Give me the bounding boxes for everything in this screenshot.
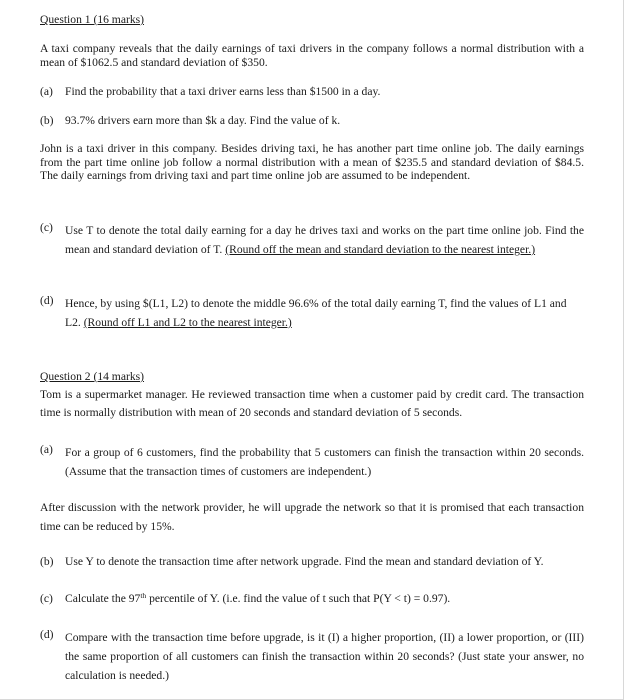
- q1-part-a-text: Find the probability that a taxi driver earns less than $1500 in a day.: [65, 85, 381, 98]
- q2-paragraph-2: After discussion with the network provider, he will upgrade the network so that it is promised that each transaction time can be reduced by 15%.: [40, 501, 584, 533]
- q2-part-a-label: (a): [40, 443, 53, 456]
- q2-part-c-body: [65, 592, 584, 606]
- q2-part-c-text-post: percentile of Y. (i.e. find the value of t such that P(Y < t) = 0.97).: [146, 592, 451, 605]
- q2-part-c-label: (c): [40, 592, 53, 605]
- q1-part-d-text: Hence, by using $(L1, L2) to denote the middle 96.6% of the total daily earning T, find the values of L1 and L2.: [65, 297, 567, 329]
- q1-part-d-body: [65, 294, 584, 332]
- q1-part-c: [40, 221, 584, 273]
- q2-intro: Tom is a supermarket manager. He reviewed transaction time when a customer paid by credit card. The transaction time is normally distribution with mean of 20 seconds and standard deviation of 5 seconds.: [40, 388, 584, 419]
- q1-part-c-body: [65, 221, 584, 259]
- q1-part-d-label: (d): [40, 294, 54, 307]
- q2-part-c-text-pre: Calculate the 97: [65, 592, 141, 605]
- q1-part-a: [40, 85, 584, 101]
- q2-part-d-label: (d): [40, 628, 54, 641]
- q1-part-d-note: (Round off L1 and L2 to the nearest integer.): [83, 316, 292, 329]
- q1-part-c-note: (Round off the mean and standard deviation to the nearest integer.): [225, 243, 536, 256]
- q2-part-a-text: For a group of 6 customers, find the probability that 5 customers can finish the transaction within 20 seconds. (Assume that the transaction times of customers are independent.): [65, 446, 584, 478]
- q2-part-b-label: (b): [40, 555, 54, 568]
- q1-part-c-label: (c): [40, 221, 53, 234]
- q1-part-b-label: (b): [40, 114, 54, 127]
- q1-part-b: [40, 114, 584, 130]
- q1-intro: A taxi company reveals that the daily earnings of taxi drivers in the company follows a normal distribution with a mean of $1062.5 and standard deviation of $350.: [40, 42, 584, 69]
- q1-part-a-label: (a): [40, 85, 53, 98]
- q1-part-d: [40, 294, 584, 330]
- q2-part-d: [40, 628, 584, 684]
- q1-part-b-text: 93.7% drivers earn more than $k a day. Find the value of k.: [65, 114, 341, 127]
- q2-heading: Question 2 (14 marks): [40, 370, 145, 383]
- q1-paragraph-2: John is a taxi driver in this company. Besides driving taxi, he has another part time online job. The daily earnings from the part time online job follow a normal distribution with a mean of $235.5 and standard deviation of $84.5. The daily earnings from driving taxi and part time online job are assumed to be independent.: [40, 142, 584, 183]
- q2-part-b: [40, 555, 584, 571]
- q2-part-d-text: Compare with the transaction time before upgrade, is it (I) a higher proportion, (II) a lower proportion, or (III) the same proportion of all customers can finish the transaction within 20 seconds? (Just state your answer, no calculation is needed.): [65, 631, 584, 682]
- q1-part-c-text: Use T to denote the total daily earning for a day he drives taxi and works on the part time online job. Find the mean and standard deviation of T.: [65, 224, 584, 256]
- q2-part-b-text: Use Y to denote the transaction time after network upgrade. Find the mean and standard deviation of Y.: [65, 555, 544, 568]
- q1-heading: Question 1 (16 marks): [40, 13, 145, 26]
- q2-part-c: [40, 592, 584, 608]
- q2-part-a: [40, 443, 584, 479]
- q2-part-c-sup: th: [140, 591, 147, 600]
